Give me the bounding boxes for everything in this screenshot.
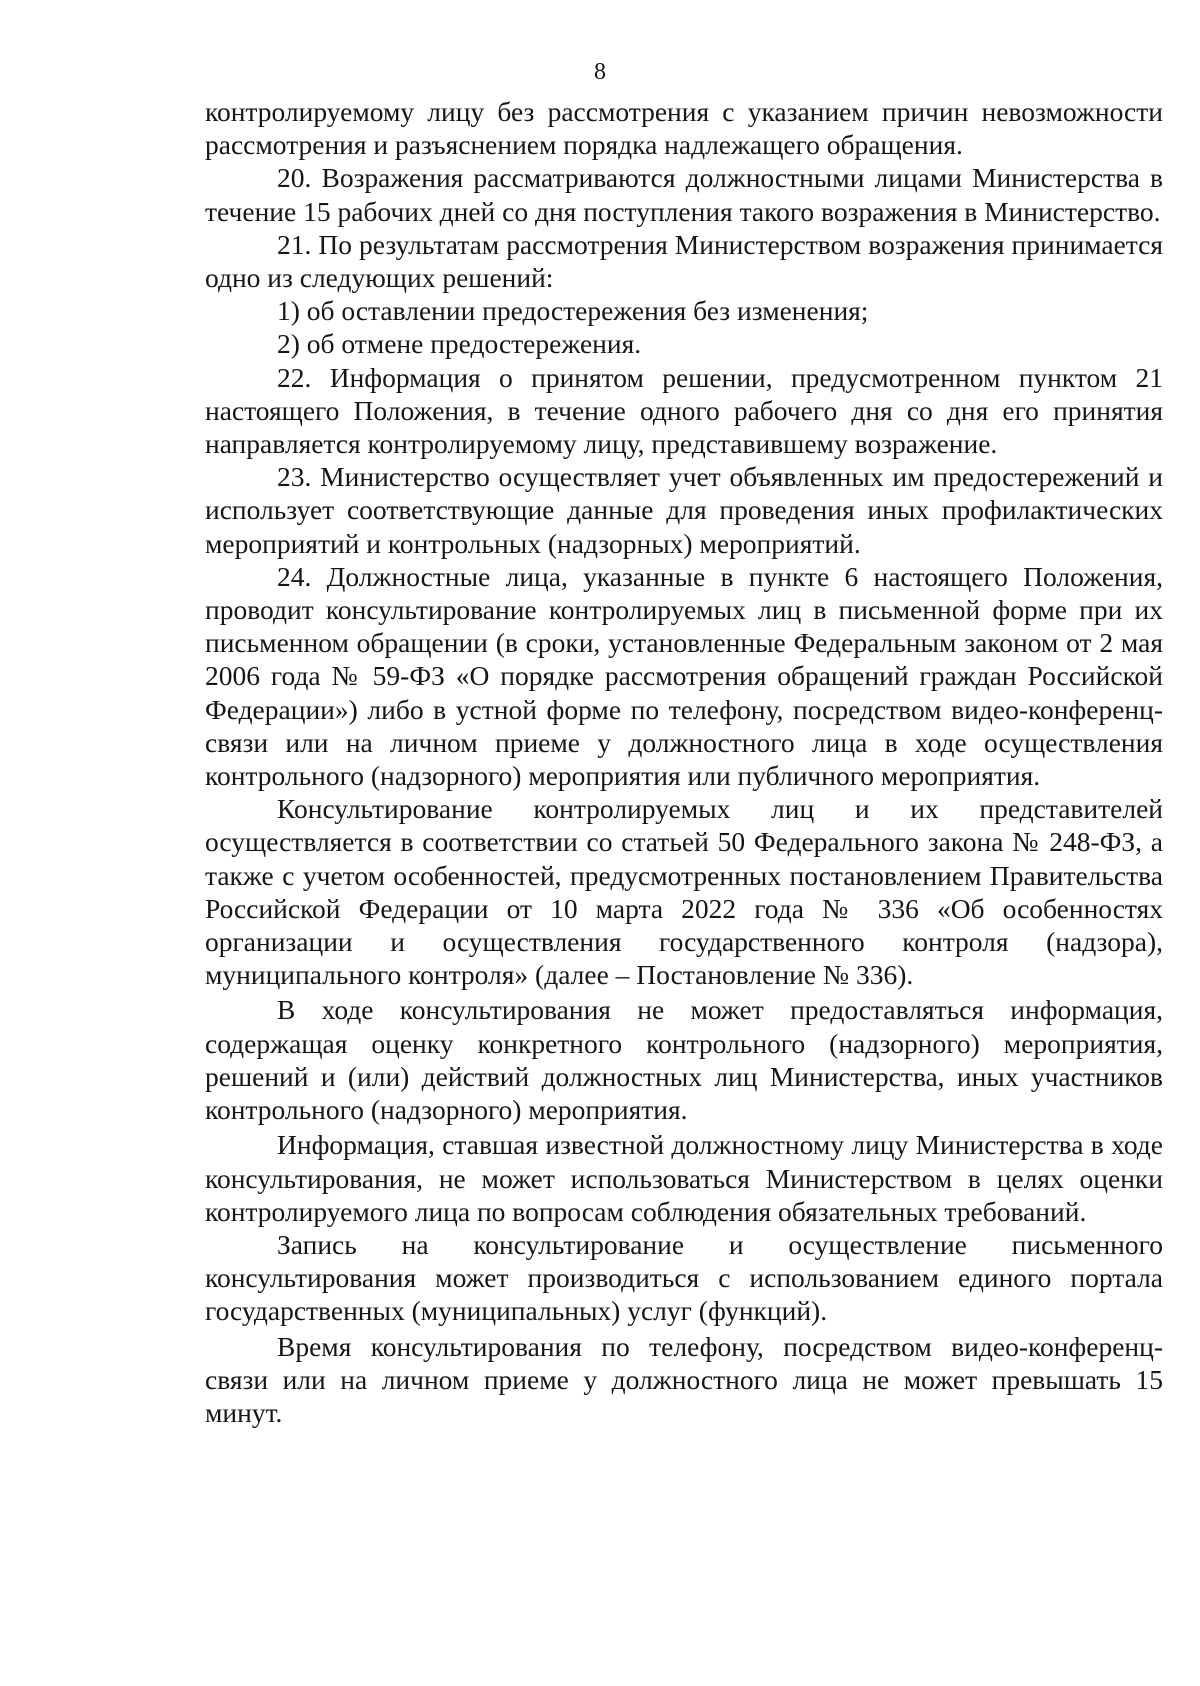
paragraph-subitem-1: 1) об оставлении предостережения без изменения; bbox=[277, 295, 869, 327]
paragraph-subitem-2: 2) об отмене предостережения. bbox=[277, 328, 642, 360]
paragraph-consulting-basis: Консультирование контролируемых лиц и их представителей осуществляется в соответствии со статьей 50 Федерального закона № 248-ФЗ, а также с учетом особенностей, предусмотренных постановлением Правительства Российской Федерации от 10 марта 2022 года № 336 «Об особенностях организации и осуществления государственного контроля (надзора), муниципального контроля» (далее – Постановление № 336). bbox=[205, 793, 1163, 991]
document-body bbox=[205, 95, 1163, 1429]
paragraph-item-20: 20. Возражения рассматриваются должностными лицами Министерства в течение 15 рабочих дней со дня поступления такого возражения в Министерство. bbox=[205, 162, 1163, 227]
paragraph-consulting-registration: Запись на консультирование и осуществление письменного консультирования может производиться с использованием единого портала государственных (муниципальных) услуг (функций). bbox=[205, 1228, 1163, 1327]
paragraph-item-23: 23. Министерство осуществляет учет объявленных им предостережений и использует соответствующие данные для проведения иных профилактических мероприятий и контрольных (надзорных) мероприятий. bbox=[205, 461, 1163, 559]
paragraph-consulting-restrictions: В ходе консультирования не может предоставляться информация, содержащая оценку конкретного контрольного (надзорного) мероприятия, решений и (или) действий должностных лиц Министерства, иных участников контрольного (надзорного) мероприятия. bbox=[205, 994, 1163, 1126]
paragraph-consulting-duration: Время консультирования по телефону, посредством видео-конференц-связи или на личном приеме у должностного лица не может превышать 15 минут. bbox=[205, 1330, 1163, 1428]
paragraph-continuation: контролируемому лицу без рассмотрения с указанием причин невозможности рассмотрения и разъяснением порядка надлежащего обращения. bbox=[205, 96, 1163, 161]
paragraph-item-22: 22. Информация о принятом решении, предусмотренном пунктом 21 настоящего Положения, в течение одного рабочего дня со дня его принятия направляется контролируемому лицу, представившему возражение. bbox=[205, 361, 1163, 460]
page-number: 8 bbox=[594, 59, 606, 85]
paragraph-item-21: 21. По результатам рассмотрения Министерством возражения принимается одно из следующих решений: bbox=[205, 228, 1163, 294]
paragraph-item-24: 24. Должностные лица, указанные в пункте 6 настоящего Положения, проводит консультирование контролируемых лиц в письменной форме при их письменном обращении (в сроки, установленные Федеральным законом от 2 мая 2006 года № 59-ФЗ «О порядке рассмотрения обращений граждан Российской Федерации») либо в устной форме по телефону, посредством видео-конференц-связи или на личном приеме у должностного лица в ходе осуществления контрольного (надзорного) мероприятия или публичного мероприятия. bbox=[205, 560, 1163, 792]
paragraph-consulting-information: Информация, ставшая известной должностному лицу Министерства в ходе консультирования, не может использоваться Министерством в целях оценки контролируемого лица по вопросам соблюдения обязательных требований. bbox=[205, 1129, 1163, 1227]
